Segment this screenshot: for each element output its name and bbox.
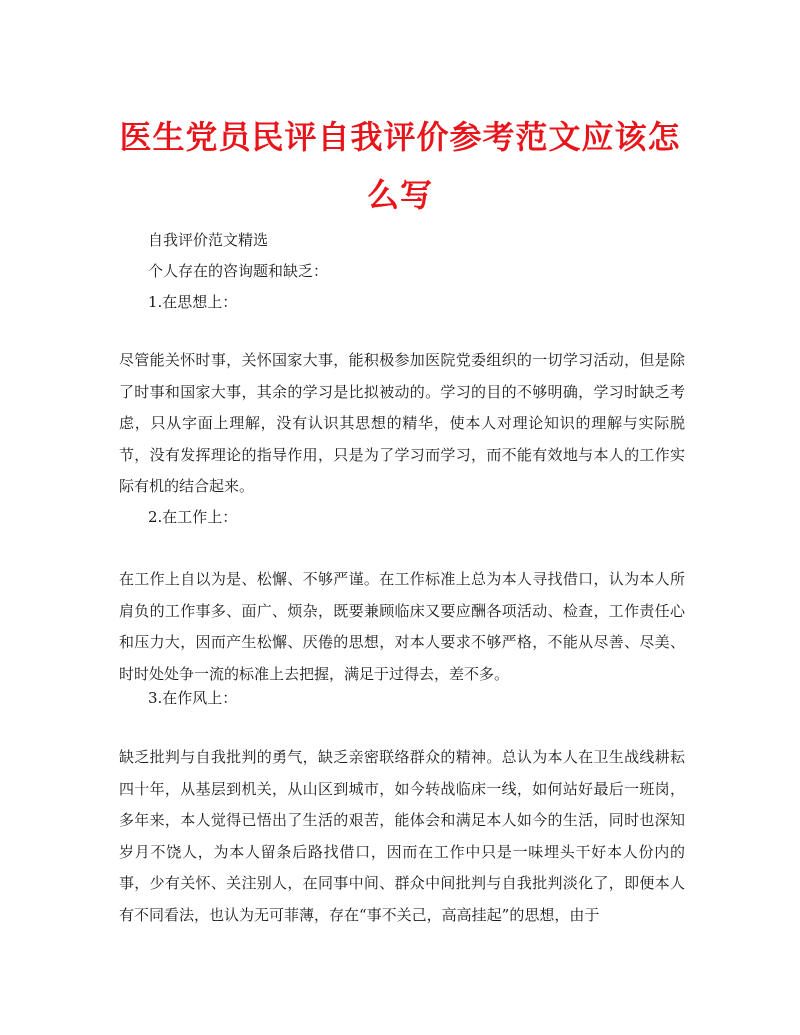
document-title: 医生党员民评自我评价参考范文应该怎么写 [119, 118, 681, 214]
section-heading-work: 2.在工作上： [148, 508, 238, 526]
section-body-thought: 尽管能关怀时事，关怀国家大事，能积极参加医院党委组织的一切学习活动，但是除了时事和国家大事，其余的学习是比拟被动的。学习的目的不够明确，学习时缺乏考虑，只从字面上理解，没有认识其思想的精华，使本人对理论知识的理解与实际脱节，没有发挥理论的指导作用，只是为了学习而学习，而不能有效地与本人的工作实际有机的结合起来。 [119, 351, 685, 495]
section-body-style: 缺乏批判与自我批判的勇气，缺乏亲密联络群众的精神。总认为本人在卫生战线耕耘四十年，从基层到机关，从山区到城市，如今转战临床一线，如何站好最后一班岗，多年来，本人觉得已悟出了生活的艰苦，能体会和满足本人如今的生活，同时也深知岁月不饶人，为本人留条后路找借口，因而在工作中只是一味埋头干好本人份内的事，少有关怀、关注别人，在同事中间、群众中间批判与自我批判淡化了，即便本人有不同看法，也认为无可菲薄，存在“事不关己，高高挂起”的思想，由于 [119, 748, 685, 924]
intro-line: 个人存在的咨询题和缺乏： [148, 262, 329, 280]
section-heading-style: 3.在作风上： [148, 689, 238, 707]
section-heading-thought: 1.在思想上： [148, 293, 238, 311]
subtitle: 自我评价范文精选 [148, 231, 269, 249]
section-body-work: 在工作上自以为是、松懈、不够严谨。在工作标准上总为本人寻找借口，认为本人所肩负的工作事多、面广、烦杂，既要兼顾临床又要应酬各项活动、检查，工作责任心和压力大，因而产生松懈、厌倦的思想，对本人要求不够严格，不能从尽善、尽美、时时处处争一流的标准上去把握，满足于过得去，差不多。 [119, 570, 685, 683]
